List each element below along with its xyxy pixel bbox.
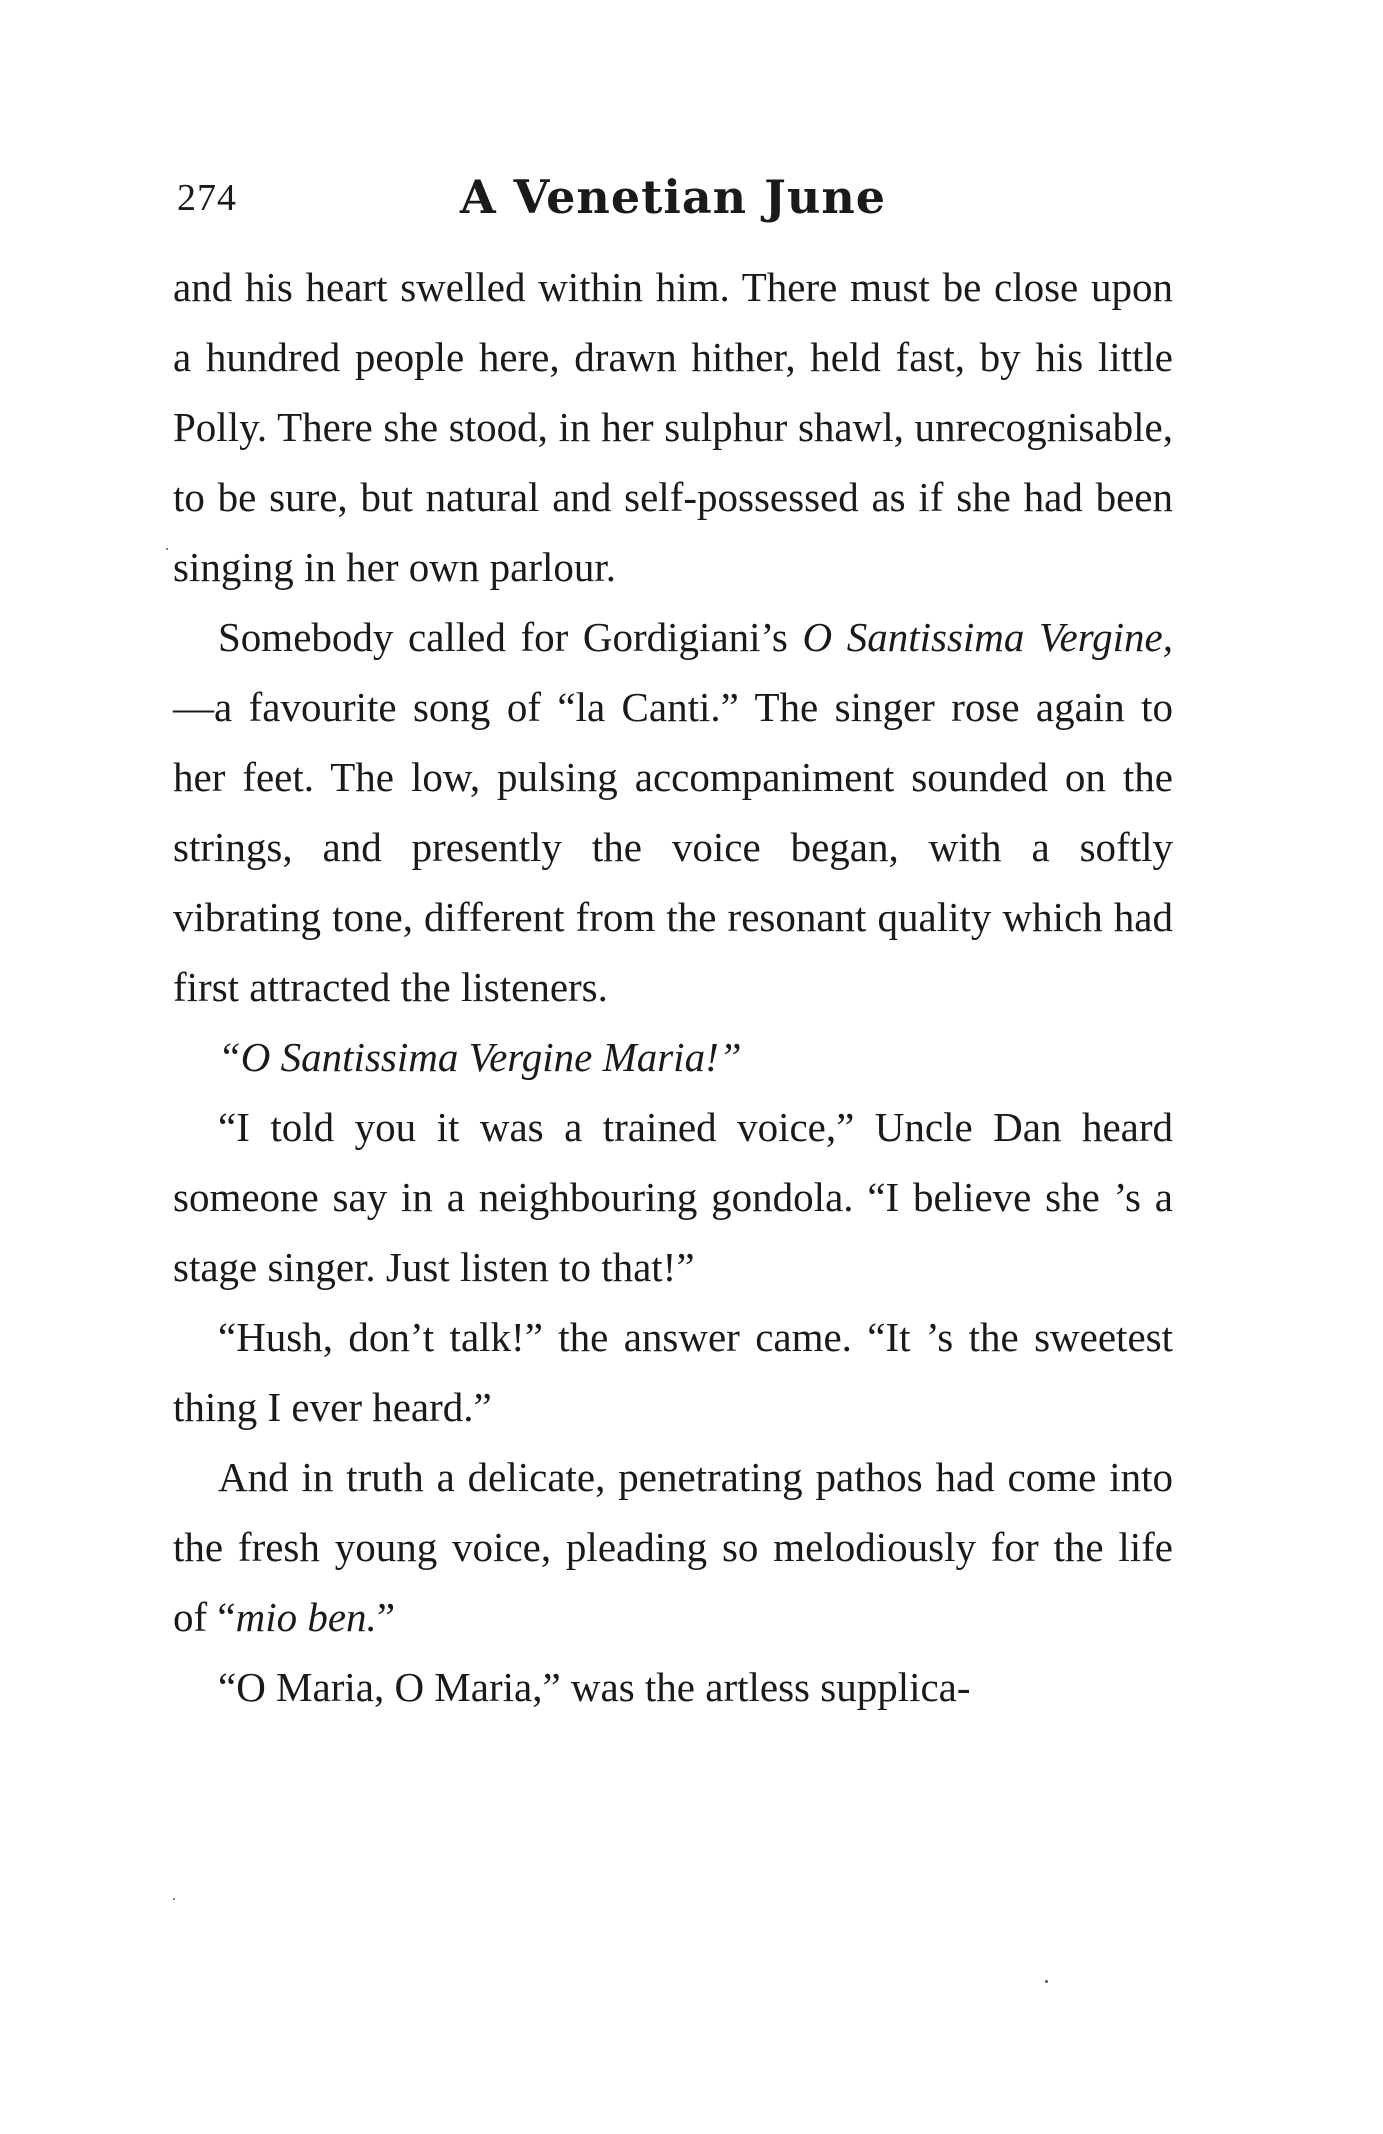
- body-text: [173, 252, 1173, 1722]
- italic-text: O Santissima Vergine,: [802, 614, 1173, 660]
- scan-speck: [1045, 1980, 1048, 1983]
- text-run: and his heart swelled within him. There must be close upon a hundred people here, drawn hither, held fast, by his little Polly. There she stood, in her sulphur shawl, unrecognisable, to be sure, but natural and self-possessed as if she had been singing in her own parlour.: [173, 264, 1173, 590]
- running-title: A Venetian June: [459, 170, 887, 224]
- book-page: [173, 170, 1173, 1722]
- italic-text: “O Santissima Vergine Maria!”: [218, 1034, 742, 1080]
- text-run: “Hush, don’t talk!” the answer came. “It ’s the sweetest thing I ever heard.”: [173, 1314, 1173, 1430]
- text-run: “O Maria, O Maria,” was the artless supplica-: [218, 1664, 971, 1710]
- page-header: [173, 170, 1173, 230]
- page-number: 274: [177, 177, 237, 219]
- scan-speck: [166, 548, 168, 550]
- paragraph: [173, 1302, 1173, 1442]
- paragraph: [173, 1442, 1173, 1652]
- paragraph: [173, 1092, 1173, 1302]
- text-run: Somebody called for Gordigiani’s: [218, 614, 803, 660]
- paragraph: [173, 602, 1173, 1022]
- text-run: ”: [376, 1594, 396, 1640]
- text-run: —a favourite song of “la Canti.” The singer rose again to her feet. The low, pulsing accompaniment sounded on the strings, and presently the voice began, with a softly vibrating tone, different from the resonant quality which had first attracted the listeners.: [173, 684, 1173, 1010]
- paragraph: [173, 252, 1173, 602]
- scan-speck: [173, 1898, 175, 1900]
- text-run: “I told you it was a trained voice,” Uncle Dan heard someone say in a neighbouring gondola. “I believe she ’s a stage singer. Just listen to that!”: [173, 1104, 1173, 1290]
- paragraph: [173, 1652, 1173, 1722]
- text-run: And in truth a delicate, penetrating pathos had come into the fresh young voice, pleading so melodiously for the life of “: [173, 1454, 1173, 1640]
- paragraph: [173, 1022, 1173, 1092]
- italic-text: mio ben.: [235, 1594, 377, 1640]
